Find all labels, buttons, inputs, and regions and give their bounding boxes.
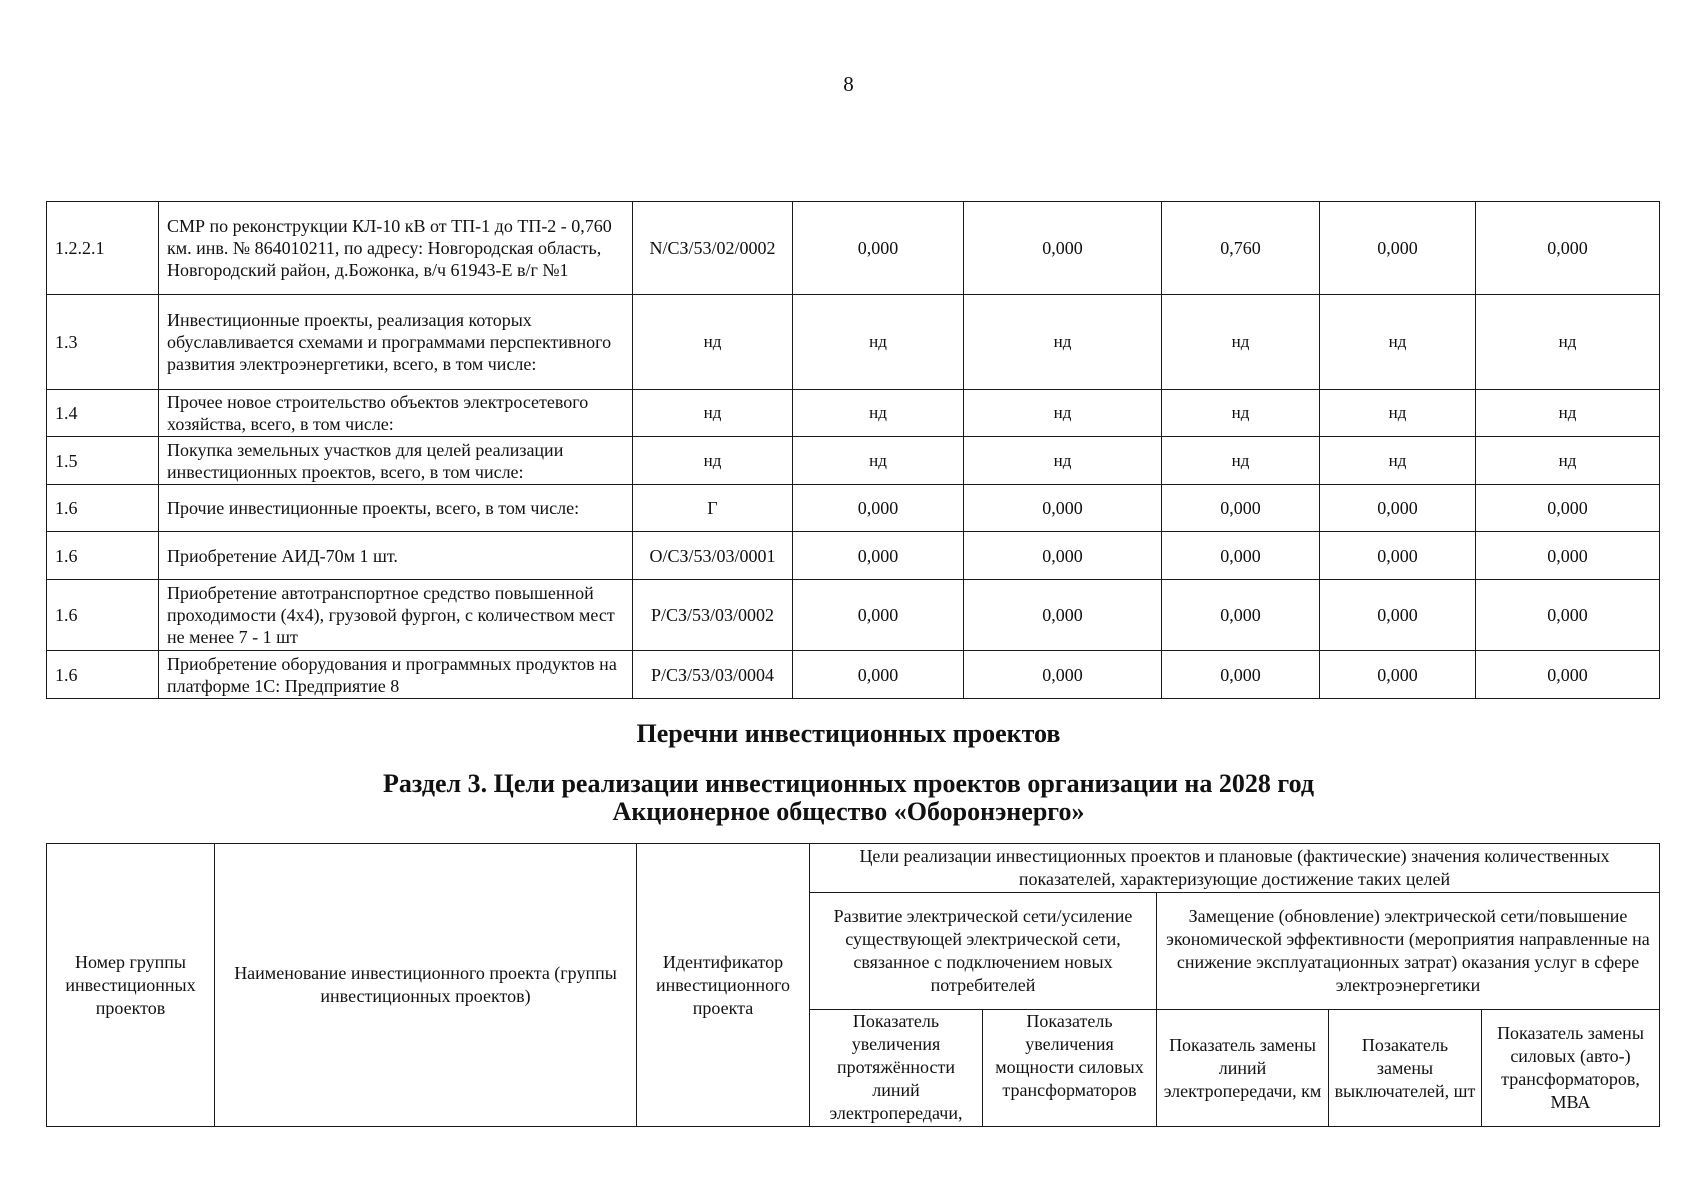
- table-row: [47, 202, 1660, 295]
- header-project-name: Наименование инвестиционного проекта (группы инвестиционных проектов): [215, 844, 637, 1127]
- value-cell: 0,000: [964, 532, 1162, 580]
- value-cell: 0,000: [793, 202, 964, 295]
- header-transformer-power-indicator: Показатель увеличения мощности силовых трансформаторов: [983, 1010, 1157, 1127]
- header-switch-replacement-indicator: Позакатель замены выключателей, шт: [1329, 1010, 1482, 1127]
- table-row: [47, 580, 1660, 651]
- table-row: [47, 295, 1660, 390]
- investment-projects-table: [46, 201, 1660, 699]
- section-title-line-1: Раздел 3. Цели реализации инвестиционных проектов организации на 2028 год: [383, 769, 1314, 798]
- investment-goals-table: [46, 843, 1660, 1127]
- project-id: Г: [633, 485, 793, 532]
- row-number: 1.6: [47, 651, 159, 699]
- value-cell: 0,000: [793, 485, 964, 532]
- project-id: нд: [633, 295, 793, 390]
- value-cell: нд: [793, 390, 964, 437]
- value-cell: 0,000: [1162, 580, 1320, 651]
- value-cell: 0,000: [1476, 580, 1660, 651]
- project-name: СМР по реконструкции КЛ-10 кВ от ТП-1 до ТП-2 - 0,760 км. инв. № 864010211, по адресу: Новгородская область, Новгородский район, д.Божонка, в/ч 61943-Е в/г №1: [159, 202, 633, 295]
- table-row: [47, 485, 1660, 532]
- project-id: N/СЗ/53/02/0002: [633, 202, 793, 295]
- table-row: [47, 437, 1660, 485]
- header-goals: Цели реализации инвестиционных проектов и плановые (фактические) значения количественных показателей, характеризующие достижение таких целей: [810, 844, 1660, 893]
- value-cell: нд: [1320, 390, 1476, 437]
- table-row: [47, 390, 1660, 437]
- project-name: Приобретение оборудования и программных продуктов на платформе 1С: Предприятие 8: [159, 651, 633, 699]
- header-transformer-replacement-indicator: Показатель замены силовых (авто-) трансформаторов, МВА: [1482, 1010, 1660, 1127]
- value-cell: нд: [1162, 437, 1320, 485]
- project-name: Прочее новое строительство объектов электросетевого хозяйства, всего, в том числе:: [159, 390, 633, 437]
- section-title: [0, 770, 1697, 826]
- row-number: 1.6: [47, 580, 159, 651]
- project-id: нд: [633, 437, 793, 485]
- project-name: Приобретение АИД-70м 1 шт.: [159, 532, 633, 580]
- header-row: [47, 844, 1660, 893]
- value-cell: нд: [1476, 295, 1660, 390]
- value-cell: 0,000: [964, 485, 1162, 532]
- project-name: Инвестиционные проекты, реализация которых обуславливается схемами и программами перспективного развития электроэнергетики, всего, в том числе:: [159, 295, 633, 390]
- project-name: Прочие инвестиционные проекты, всего, в том числе:: [159, 485, 633, 532]
- project-id: нд: [633, 390, 793, 437]
- value-cell: нд: [793, 295, 964, 390]
- value-cell: 0,000: [1162, 651, 1320, 699]
- header-group-number: Номер группы инвестиционных проектов: [47, 844, 215, 1127]
- value-cell: 0,000: [1320, 580, 1476, 651]
- value-cell: 0,000: [1320, 651, 1476, 699]
- project-name: Покупка земельных участков для целей реализации инвестиционных проектов, всего, в том числе:: [159, 437, 633, 485]
- row-number: 1.6: [47, 485, 159, 532]
- value-cell: нд: [964, 295, 1162, 390]
- value-cell: 0,000: [1162, 485, 1320, 532]
- value-cell: 0,000: [964, 580, 1162, 651]
- table-row: [47, 532, 1660, 580]
- value-cell: 0,000: [1476, 202, 1660, 295]
- header-network-development: Развитие электрической сети/усиление существующей электрической сети, связанное с подключением новых потребителей: [810, 893, 1157, 1010]
- value-cell: 0,000: [1476, 651, 1660, 699]
- value-cell: 0,000: [964, 202, 1162, 295]
- project-name: Приобретение автотранспортное средство повышенной проходимости (4х4), грузовой фургон, с количеством мест не менее 7 - 1 шт: [159, 580, 633, 651]
- value-cell: нд: [964, 390, 1162, 437]
- value-cell: нд: [1476, 390, 1660, 437]
- project-id: O/СЗ/53/03/0001: [633, 532, 793, 580]
- row-number: 1.6: [47, 532, 159, 580]
- row-number: 1.4: [47, 390, 159, 437]
- value-cell: 0,000: [1320, 202, 1476, 295]
- value-cell: нд: [964, 437, 1162, 485]
- page-number: 8: [843, 72, 854, 96]
- organization-name: Акционерное общество «Оборонэнерго»: [612, 797, 1085, 826]
- table-row: [47, 651, 1660, 699]
- value-cell: нд: [1320, 437, 1476, 485]
- header-line-length-indicator: Показатель увеличения протяжённости линий электропередачи,: [810, 1010, 983, 1127]
- value-cell: нд: [1320, 295, 1476, 390]
- value-cell: 0,000: [1320, 532, 1476, 580]
- list-title: Перечни инвестиционных проектов: [636, 719, 1061, 748]
- value-cell: 0,000: [964, 651, 1162, 699]
- value-cell: 0,000: [1476, 532, 1660, 580]
- header-project-id: Идентификатор инвестиционного проекта: [637, 844, 810, 1127]
- value-cell: 0,000: [1476, 485, 1660, 532]
- value-cell: нд: [1162, 295, 1320, 390]
- value-cell: нд: [793, 437, 964, 485]
- value-cell: 0,760: [1162, 202, 1320, 295]
- row-number: 1.2.2.1: [47, 202, 159, 295]
- value-cell: 0,000: [793, 532, 964, 580]
- value-cell: нд: [1162, 390, 1320, 437]
- value-cell: 0,000: [1162, 532, 1320, 580]
- project-id: P/СЗ/53/03/0002: [633, 580, 793, 651]
- value-cell: 0,000: [793, 651, 964, 699]
- value-cell: 0,000: [793, 580, 964, 651]
- row-number: 1.3: [47, 295, 159, 390]
- value-cell: нд: [1476, 437, 1660, 485]
- header-line-replacement-indicator: Показатель замены линий электропередачи, км: [1157, 1010, 1329, 1127]
- project-id: P/СЗ/53/03/0004: [633, 651, 793, 699]
- row-number: 1.5: [47, 437, 159, 485]
- value-cell: 0,000: [1320, 485, 1476, 532]
- header-network-replacement: Замещение (обновление) электрической сети/повышение экономической эффективности (мероприятия направленные на снижение эксплуатационных затрат) оказания услуг в сфере электроэнергетики: [1157, 893, 1660, 1010]
